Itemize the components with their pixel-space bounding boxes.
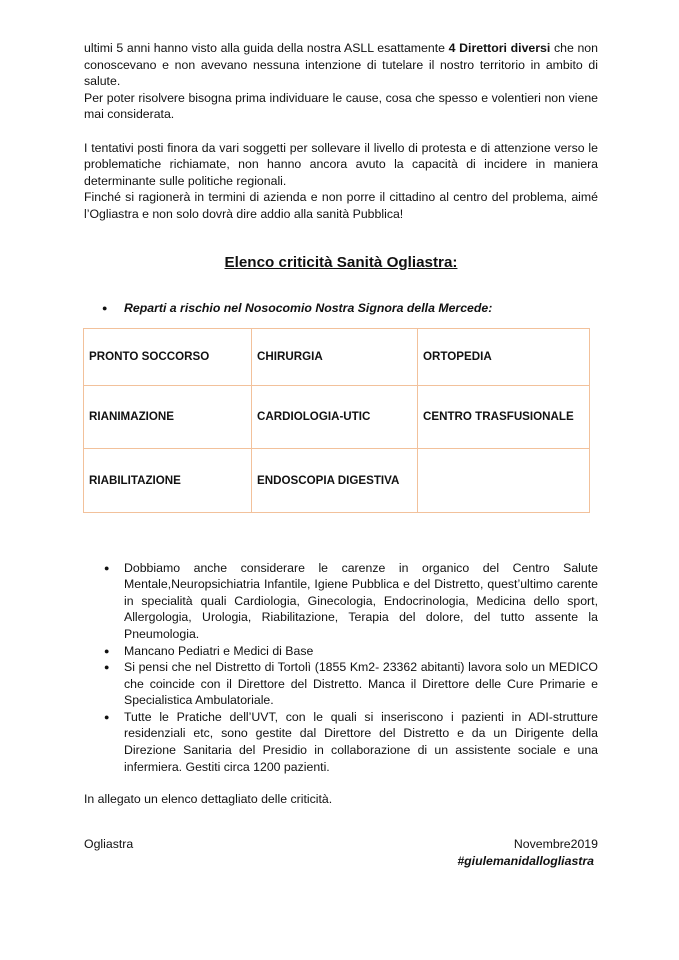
table-cell: PRONTO SOCCORSO [84, 328, 252, 385]
intro-paragraph-2: Per poter risolvere bisogna prima individuare le cause, cosa che spesso e volentieri non viene mai considerata. [84, 90, 598, 122]
bullet-icon: ● [104, 662, 110, 673]
intro-paragraph-3: I tentativi posti finora da vari soggetti per sollevare il livello di protesta e di attenzione verso le problematiche richiamate, non hanno ancora avuto la capacità di incidere in maniera determinante sulle politiche regionali. [84, 140, 598, 188]
wards-heading [102, 300, 598, 316]
table-row [84, 385, 590, 448]
list-item: ● Tutte le Pratiche dell’UVT, con le quali si inseriscono i pazienti in ADI-strutture residenziali etc, sono gestite dal Direttore del Distretto e da un Dirigente della Direzione Sanitaria del Presidio in collaborazione di un assistente sociale e una infermiera. Gestiti circa 1200 pazienti. [104, 709, 598, 774]
footer-place: Ogliastra [84, 836, 134, 851]
criticality-list [84, 560, 598, 776]
document-page [84, 40, 598, 870]
table-cell: ENDOSCOPIA DIGESTIVA [252, 448, 418, 512]
table-row [84, 328, 590, 385]
wards-heading-text: Reparti a rischio nel Nosocomio Nostra Signora della Mercede: [124, 300, 493, 315]
list-item: ● Dobbiamo anche considerare le carenze in organico del Centro Salute Mentale,Neuropsichiatria Infantile, Igiene Pubblica e del Distretto, quest’ultimo carente in specialità quali Cardiologia, Ginecologia, Endocrinologia, Medicina dello sport, Allergologia, Urologia, Riabilitazione, Terapia del dolore, del tutto assente la Pneumologia. [104, 560, 598, 641]
table-cell: RIANIMAZIONE [84, 385, 252, 448]
intro-paragraph-1: ultimi 5 anni hanno visto alla guida della nostra ASLL esattamente 4 Direttori diversi che non conoscevano e non avevano nessuna intenzione di tutelare il nostro territorio in ambito di salute. [84, 41, 598, 89]
section-title: Elenco criticità Sanità Ogliastra: [224, 253, 458, 271]
footer [84, 836, 598, 853]
list-item: ● Mancano Pediatri e Medici di Base [104, 643, 314, 658]
wards-table [83, 328, 590, 513]
intro-paragraph-4: Finché si ragionerà in termini di azienda e non porre il cittadino al centro del problema, aimé l’Ogliastra e non solo dovrà dire addio alla sanità Pubblica! [84, 190, 598, 221]
footer-date: Novembre2019 [513, 836, 598, 851]
bullet-icon: ● [102, 302, 108, 313]
list-item: ● Si pensi che nel Distretto di Tortolì (1855 Km2- 23362 abitanti) lavora solo un MEDICO che coincide con il Direttore del Distretto. Manca il Direttore delle Cure Primarie e Specialistica Ambulatoriale. [104, 660, 598, 708]
bullet-icon: ● [104, 645, 110, 656]
table-cell: CARDIOLOGIA-UTIC [252, 385, 418, 448]
table-cell: ORTOPEDIA [418, 328, 590, 385]
directors-count-emphasis: 4 Direttori diversi [448, 41, 551, 55]
bullet-icon: ● [104, 711, 110, 722]
bullet-icon: ● [104, 562, 110, 573]
table-row [84, 448, 590, 512]
table-cell: CENTRO TRASFUSIONALE [418, 385, 590, 448]
table-cell [418, 448, 590, 512]
attachment-note: In allegato un elenco dettagliato delle criticità. [84, 792, 333, 807]
table-cell: RIABILITAZIONE [84, 448, 252, 512]
footer-hashtag: #giulemanidallogliastra [457, 853, 594, 868]
table-cell: CHIRURGIA [252, 328, 418, 385]
